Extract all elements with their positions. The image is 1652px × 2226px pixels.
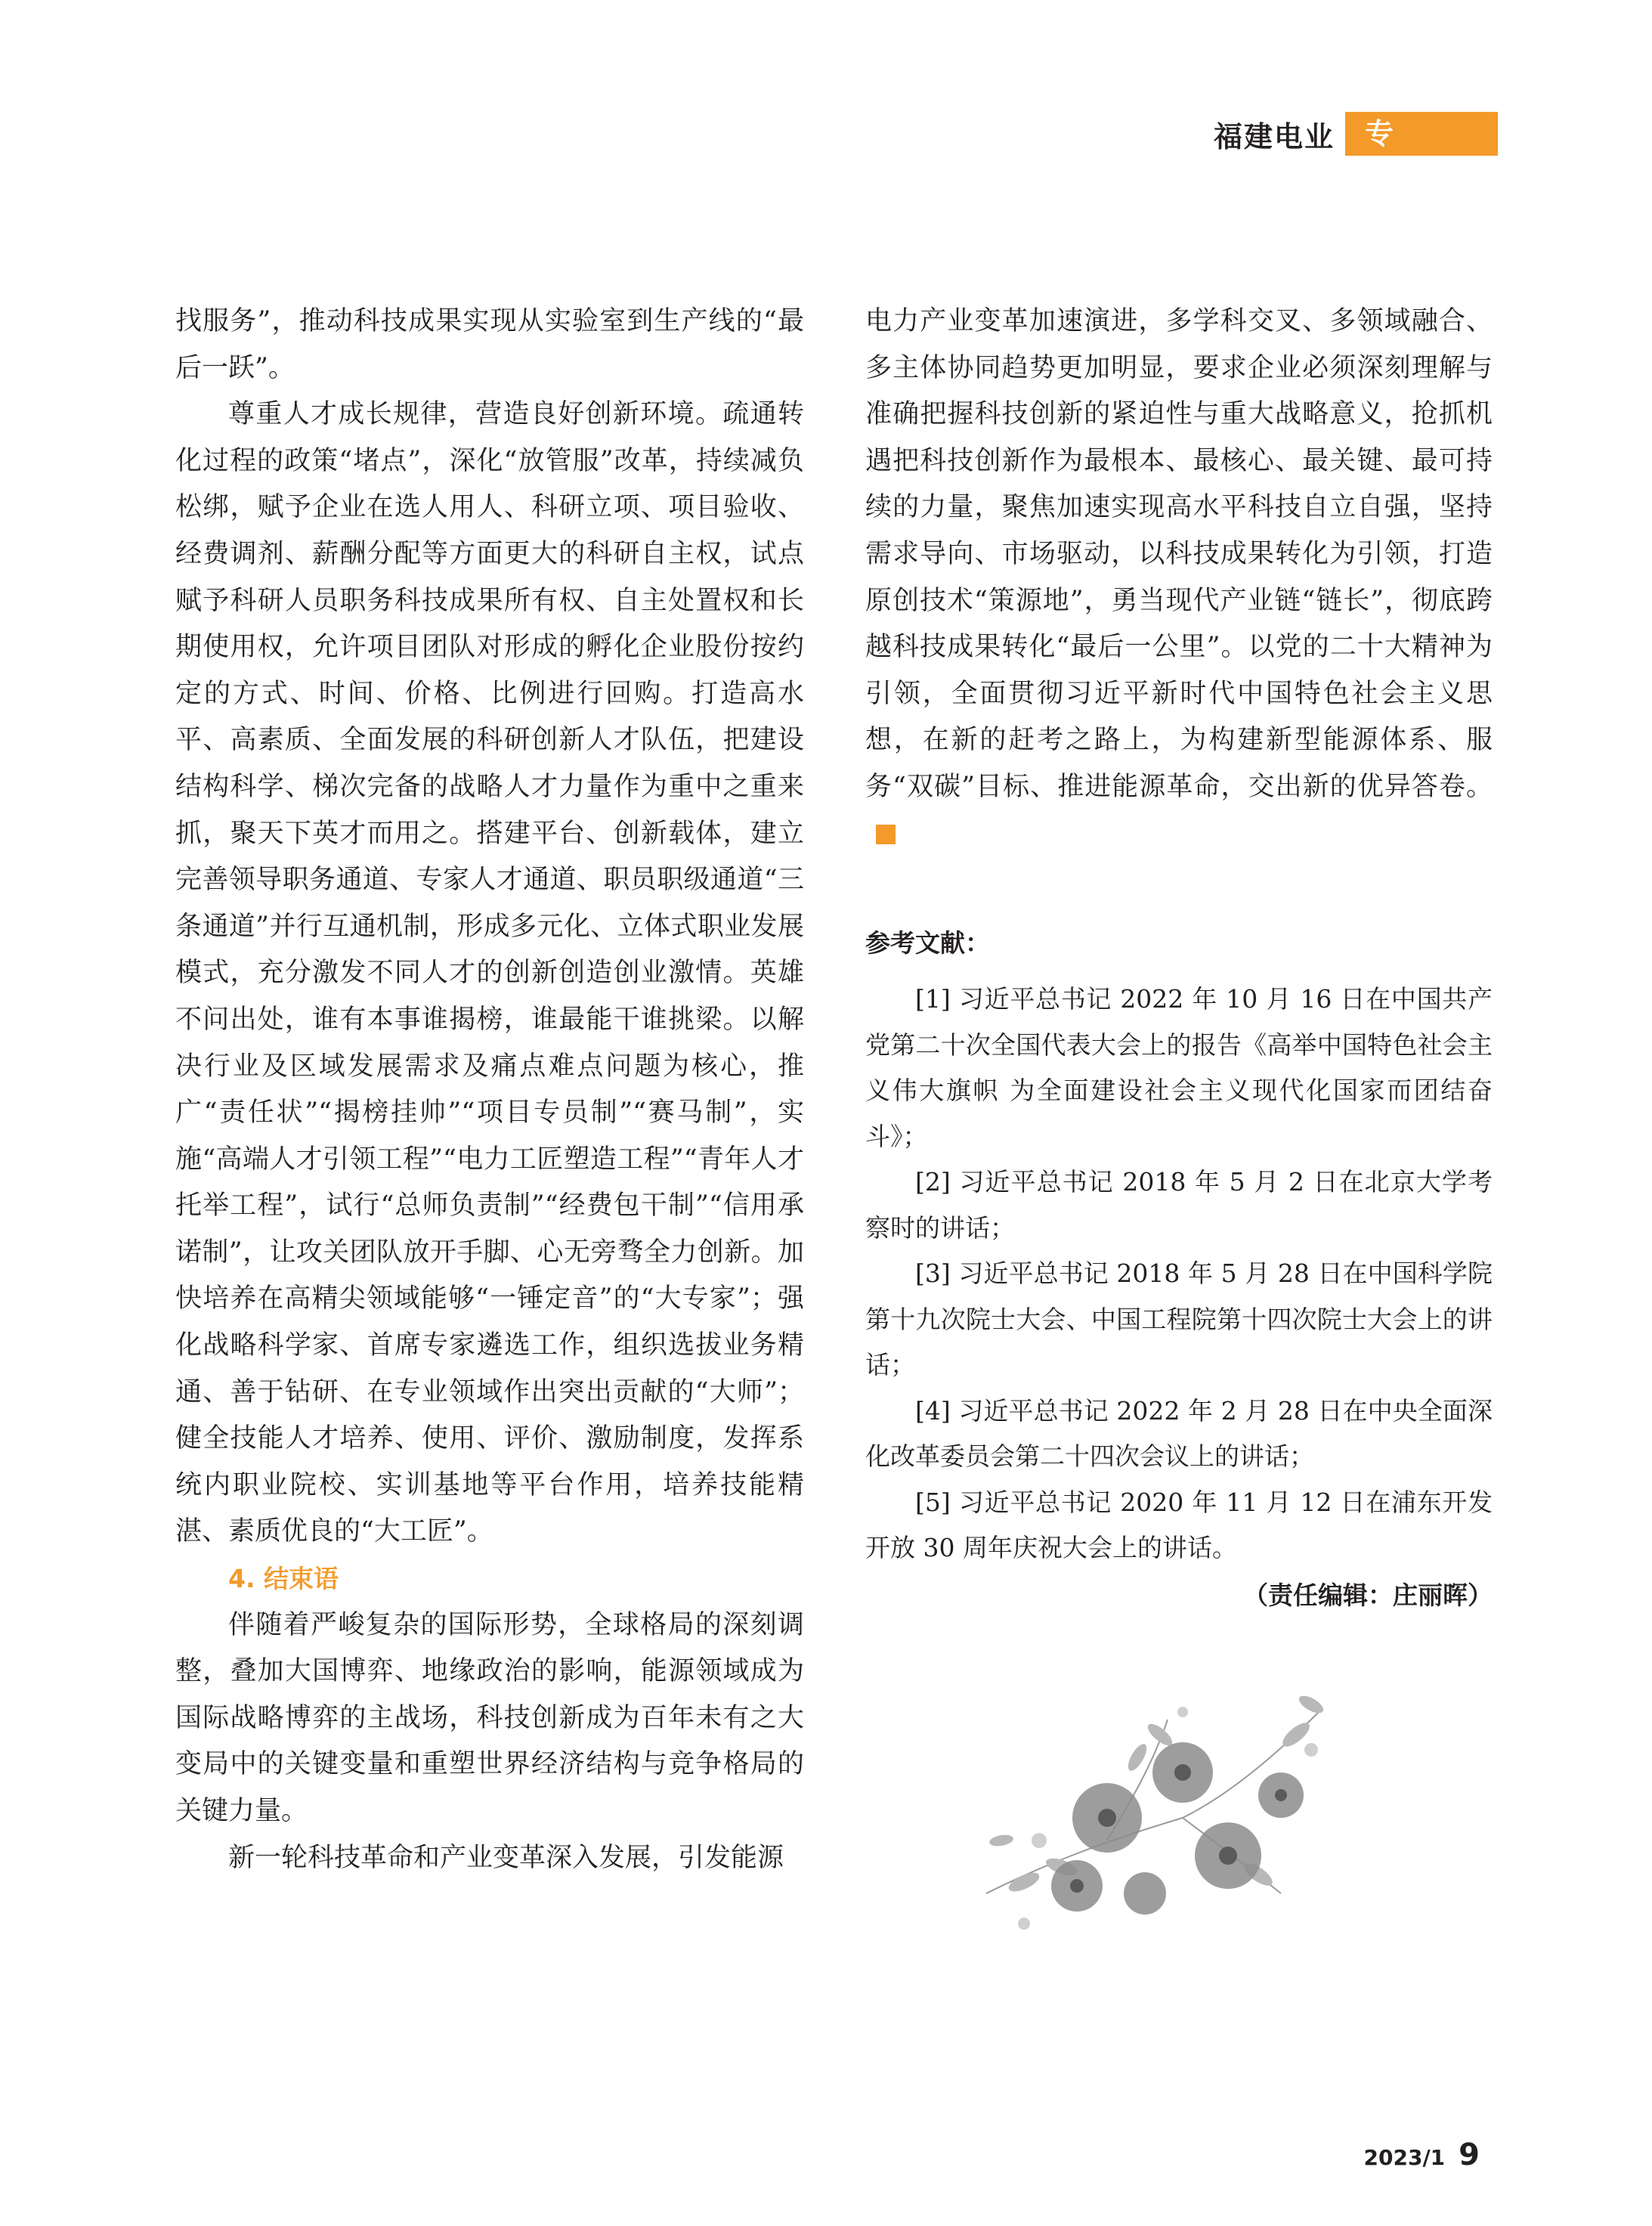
flower-illustration — [956, 1667, 1379, 1954]
responsible-editor: （责任编辑：庄丽晖） — [1243, 1580, 1493, 1610]
page-footer — [1364, 2138, 1480, 2172]
references — [865, 921, 1493, 1636]
paragraph — [865, 299, 1493, 857]
reference-item: [1] 习近平总书记 2022 年 10 月 16 日在中国共产党第二十次全国代表大会上的报告《高举中国特色社会主义伟大旗帜 为全面建设社会主义现代化国家而团结奋斗》； — [865, 984, 1493, 1151]
page-header — [1213, 112, 1498, 194]
issue-number: 2023/1 — [1363, 2145, 1446, 2170]
left-column — [175, 299, 804, 1881]
reference-item: [2] 习近平总书记 2018 年 5 月 2 日在北京大学考察时的讲话； — [865, 1167, 1493, 1243]
paragraph-text: 电力产业变革加速演进，多学科交叉、多领域融合、多主体协同趋势更加明显，要求企业必须深刻理解与准确把握科技创新的紧迫性与重大战略意义，抢抓机遇把科技创新作为最根本、最核心、最关键、最可持续的力量，聚焦加速实现高水平科技自立自强，坚持需求导向、市场驱动，以科技成果转化为引领，打造原创技术“策源地”，勇当现代产业链“链长”，彻底跨越科技成果转化“最后一公里”。以党的二十大精神为引领，全面贯彻习近平新时代中国特色社会主义思想，在新的赶考之路上，为构建新型能源体系、服务“双碳”目标、推进能源革命，交出新的优异答卷。 — [865, 306, 1493, 802]
paragraph: 新一轮科技革命和产业变革深入发展，引发能源 — [228, 1842, 784, 1873]
magazine-name: 福建电业 — [1213, 119, 1335, 153]
right-column — [865, 299, 1493, 857]
reference-item: [4] 习近平总书记 2022 年 2 月 28 日在中央全面深化改革委员会第二十四次会议上的讲话； — [865, 1395, 1493, 1471]
section-heading: 4. 结束语 — [228, 1564, 339, 1594]
reference-item: [3] 习近平总书记 2018 年 5 月 28 日在中国科学院第十九次院士大会、中国工程院第十四次院士大会上的讲话； — [865, 1259, 1493, 1379]
references-title: 参考文献： — [865, 928, 990, 958]
paragraph: 尊重人才成长规律，营造良好创新环境。疏通转化过程的政策“堵点”，深化“放管服”改革，持续减负松绑，赋予企业在选人用人、科研立项、项目验收、经费调剂、薪酬分配等方面更大的科研自主权，试点赋予科研人员职务科技成果所有权、自主处置权和长期使用权，允许项目团队对形成的孵化企业股份按约定的方式、时间、价格、比例进行回购。打造高水平、高素质、全面发展的科研创新人才队伍，把建设结构科学、梯次完备的战略人才力量作为重中之重来抓，聚天下英才而用之。搭建平台、创新载体，建立完善领导职务通道、专家人才通道、职员职级通道“三条通道”并行互通机制，形成多元化、立体式职业发展模式，充分激发不同人才的创新创造创业激情。英雄不问出处，谁有本事谁揭榜，谁最能干谁挑梁。以解决行业及区域发展需求及痛点难点问题为核心，推广“责任状”“揭榜挂帅”“项目专员制”“赛马制”，实施“高端人才引领工程”“电力工匠塑造工程”“青年人才托举工程”，试行“总师负责制”“经费包干制”“信用承诺制”，让攻关团队放开手脚、心无旁骛全力创新。加快培养在高精尖领域能够“一锤定音”的“大专家”；强化战略科学家、首席专家遴选工作，组织选拔业务精通、善于钻研、在专业领域作出突出贡献的“大师”；健全技能人才培养、使用、评价、激励制度，发挥系统内职业院校、实训基地等平台作用，培养技能精湛、素质优良的“大工匠”。 — [175, 399, 804, 1547]
paragraph: 找服务”，推动科技成果实现从实验室到生产线的“最后一跃”。 — [175, 306, 804, 383]
page-number: 9 — [1459, 2138, 1480, 2172]
section-tag: 专 稿 — [1345, 112, 1498, 156]
paragraph: 伴随着严峻复杂的国际形势，全球格局的深刻调整，叠加大国博弈、地缘政治的影响，能源领域成为国际战略博弈的主战场，科技创新成为百年未有之大变局中的关键变量和重塑世界经济结构与竞争格局的关键力量。 — [175, 1609, 804, 1826]
reference-item: [5] 习近平总书记 2020 年 11 月 12 日在浦东开发开放 30 周年庆祝大会上的讲话。 — [865, 1487, 1493, 1562]
end-mark-icon — [876, 825, 896, 844]
